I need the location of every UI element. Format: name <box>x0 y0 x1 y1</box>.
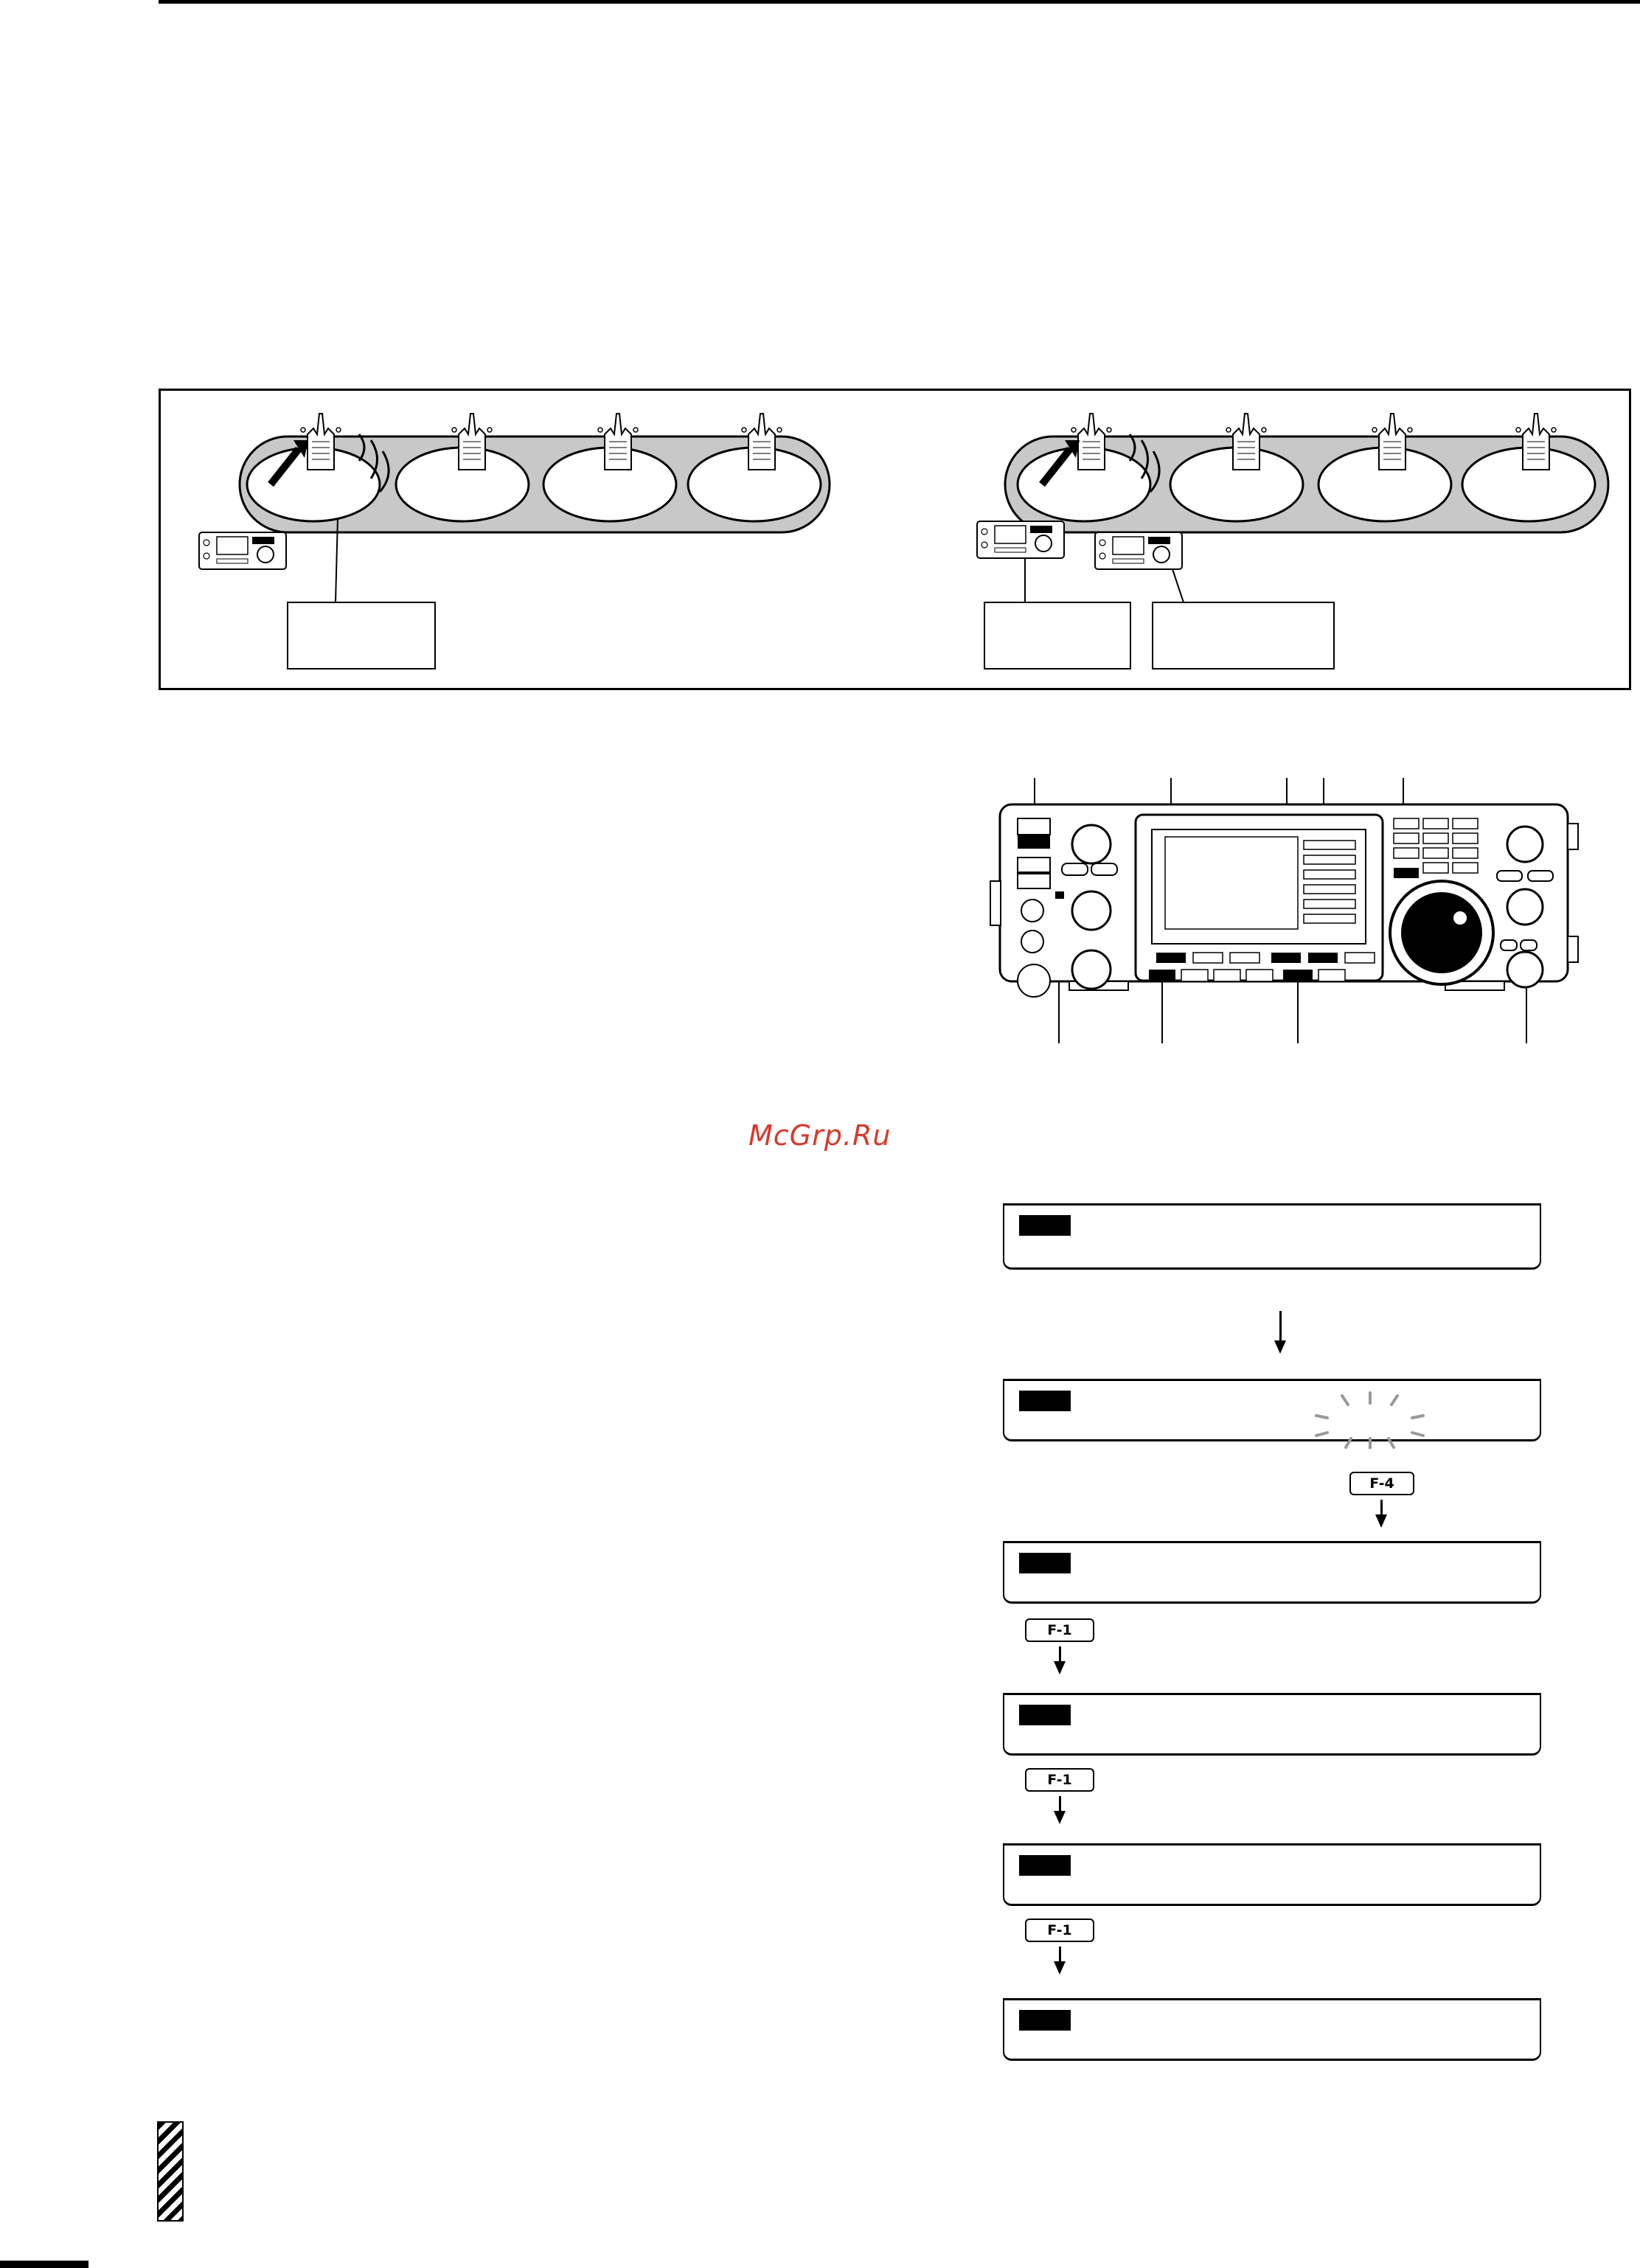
lcd-label-block <box>1019 1391 1071 1411</box>
arrow-head <box>1054 1961 1066 1975</box>
network-illustration <box>159 389 1631 690</box>
callout-box-left <box>288 602 435 669</box>
lcd-label-block <box>1019 1553 1071 1573</box>
callout-box-right-2 <box>1153 602 1334 669</box>
radio-right-1 <box>977 521 1064 558</box>
arrow-down <box>1059 1646 1061 1663</box>
lcd-label-block <box>1019 1215 1071 1236</box>
arrow-down <box>1380 1500 1383 1516</box>
bottom-rule <box>0 2261 88 2268</box>
arrow-head <box>1054 1811 1066 1824</box>
f1-key-3[interactable]: F-1 <box>1025 1919 1094 1942</box>
front-panel-illustration <box>988 771 1593 1051</box>
lcd-step-6 <box>1003 1998 1541 2061</box>
lcd-label-block <box>1019 2010 1071 2031</box>
lcd-label-block <box>1019 1705 1071 1725</box>
lcd-step-5 <box>1003 1843 1541 1906</box>
radio-right-2 <box>1095 532 1182 569</box>
lcd-step-1 <box>1003 1203 1541 1270</box>
arrow-head <box>1274 1340 1286 1354</box>
arrow-head <box>1375 1514 1387 1528</box>
arrow-down <box>1059 1947 1061 1963</box>
radio-left <box>199 532 286 569</box>
lcd-label-block <box>1019 1855 1071 1876</box>
note-hatch-marker <box>157 2121 184 2222</box>
blink-indicator <box>1305 1390 1438 1449</box>
arrow-down <box>1059 1796 1061 1812</box>
f4-key[interactable]: F-4 <box>1349 1472 1414 1495</box>
f1-key-1[interactable]: F-1 <box>1025 1618 1094 1642</box>
f1-key-2[interactable]: F-1 <box>1025 1768 1094 1792</box>
watermark-text: McGrp.Ru <box>748 1119 892 1152</box>
lcd-step-2 <box>1003 1379 1541 1441</box>
arrow-down <box>1279 1311 1282 1340</box>
lcd-step-3 <box>1003 1541 1541 1604</box>
lcd-step-4 <box>1003 1693 1541 1756</box>
arrow-head <box>1054 1661 1066 1674</box>
callout-box-right-1 <box>984 602 1130 669</box>
top-rule <box>159 0 1640 4</box>
